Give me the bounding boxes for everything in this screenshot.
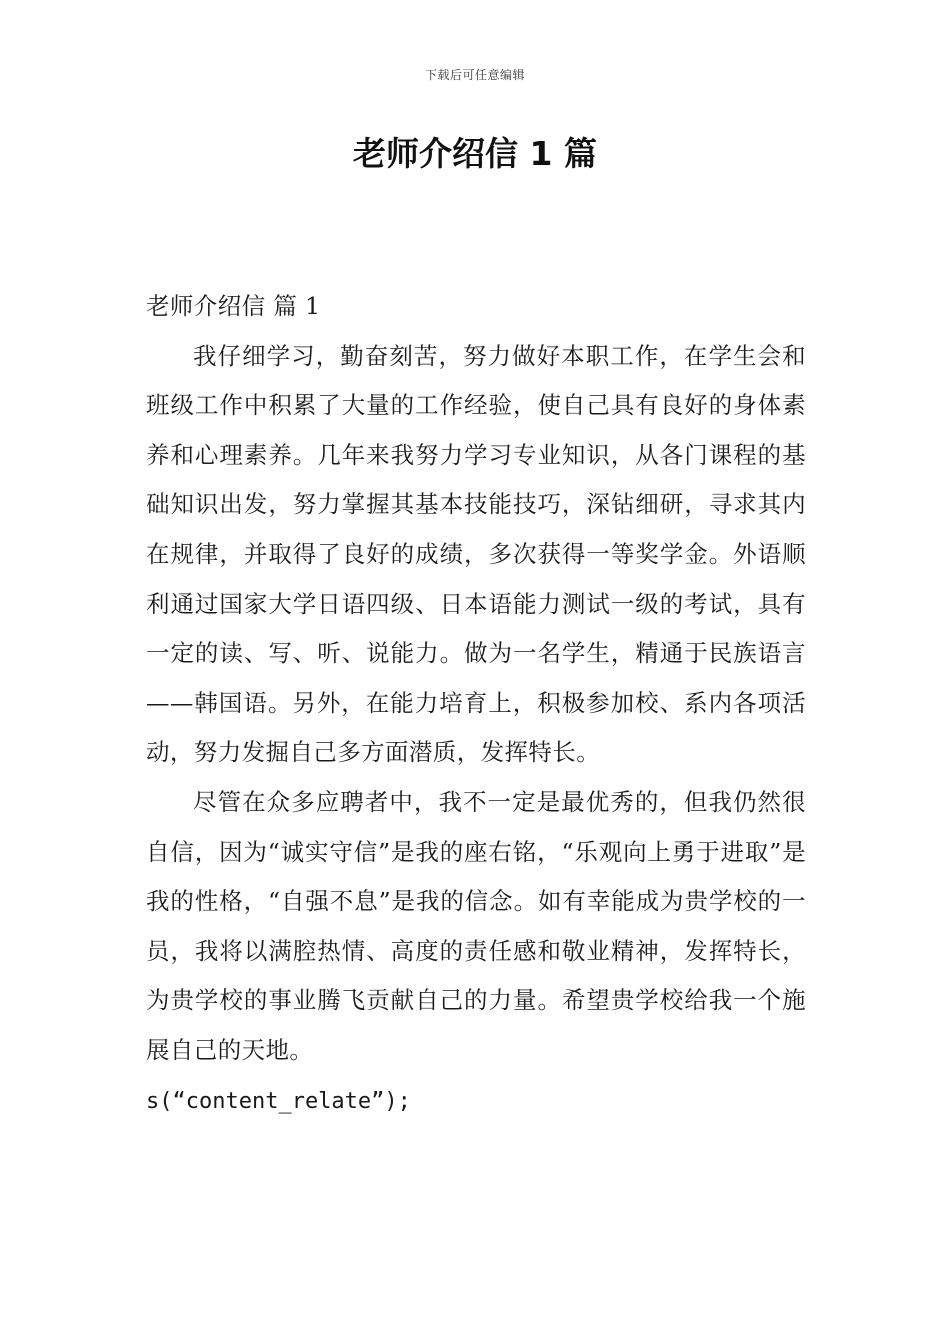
code-line-text: s(“content_relate”);	[146, 1088, 411, 1114]
document-title: 老师介绍信 1 篇	[353, 134, 597, 173]
section-heading: 老师介绍信 篇 1	[146, 292, 321, 320]
document-body	[146, 282, 806, 1126]
header-note: 下载后可任意编辑	[424, 68, 525, 82]
code-line	[146, 1076, 806, 1127]
body-paragraph-2: 尽管在众多应聘者中，我不一定是最优秀的，但我仍然很自信，因为“诚实守信”是我的座右铭，“乐观向上勇于进取”是我的性格，“自强不息”是我的信念。如有幸能成为贵学校的一员，我将以满腔热情、高度的责任感和敬业精神，发挥特长，为贵学校的事业腾飞贡献自己的力量。希望贵学校给我一个施展自己的天地。	[146, 787, 806, 1064]
body-paragraph-1: 我仔细学习，勤奋刻苦，努力做好本职工作，在学生会和班级工作中积累了大量的工作经验，使自己具有良好的身体素养和心理素养。几年来我努力学习专业知识，从各门课程的基础知识出发，努力掌握其基本技能技巧，深钻细研，寻求其内在规律，并取得了良好的成绩，多次获得一等奖学金。外语顺利通过国家大学日语四级、日本语能力测试一级的考试，具有一定的读、写、听、说能力。做为一名学生，精通于民族语言——韩国语。另外，在能力培育上，积极参加校、系内各项活动，努力发掘自己多方面潜质，发挥特长。	[146, 341, 806, 767]
